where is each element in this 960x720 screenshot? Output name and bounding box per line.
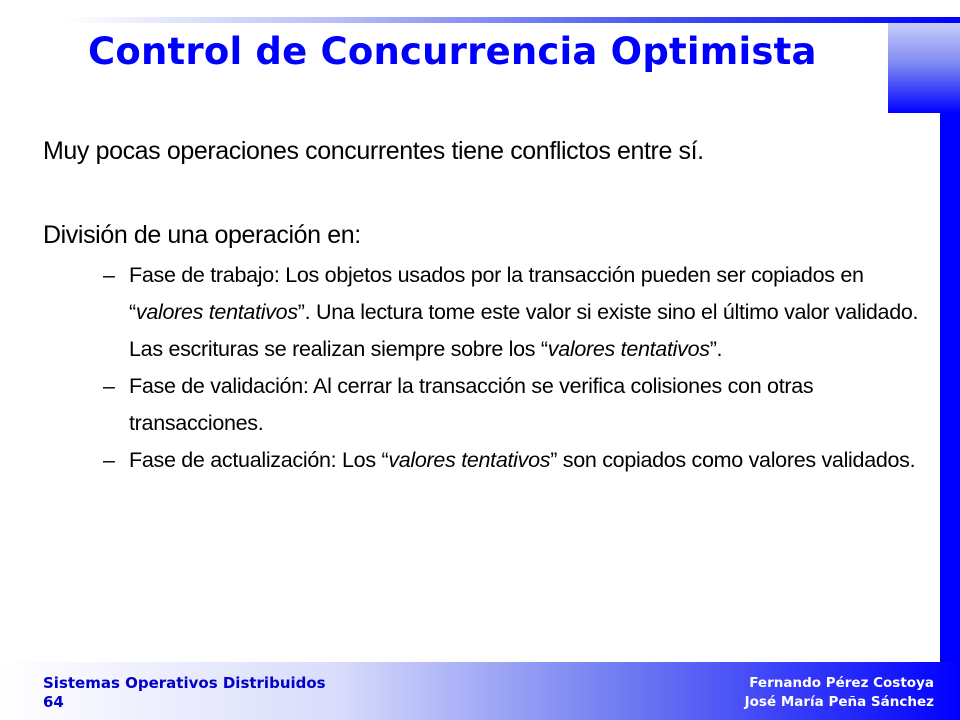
dash-bullet: – bbox=[103, 374, 115, 398]
section-heading: División de una operación en: bbox=[43, 221, 361, 249]
right-accent-bar bbox=[940, 113, 960, 720]
author-name: José María Peña Sánchez bbox=[744, 694, 934, 710]
slide-title: Control de Concurrencia Optimista bbox=[88, 30, 817, 73]
footer-course bbox=[43, 674, 326, 712]
list-item-fase-validacion bbox=[43, 368, 934, 442]
phase-list bbox=[43, 257, 938, 479]
top-gradient-bar bbox=[65, 17, 960, 23]
item-text: ”. bbox=[709, 337, 723, 361]
course-name: Sistemas Operativos Distribuidos bbox=[43, 674, 326, 692]
dash-bullet: – bbox=[103, 448, 115, 472]
item-text: ”. Una lectura tome este valor si existe sino el último valor validado. Las escrituras se realizan siempre sobre los “ bbox=[129, 300, 919, 361]
corner-gradient-block bbox=[888, 23, 960, 113]
page-number: 64 bbox=[43, 693, 64, 711]
intro-text: Muy pocas operaciones concurrentes tiene conflictos entre sí. bbox=[43, 137, 704, 165]
item-text: Fase de validación: Al cerrar la transacción se verifica colisiones con otras transacciones. bbox=[129, 374, 814, 435]
item-emphasis: valores tentativos bbox=[135, 300, 298, 324]
list-item-fase-actualizacion bbox=[43, 442, 934, 479]
item-text: ” son copiados como valores validados. bbox=[550, 448, 916, 472]
author-name: Fernando Pérez Costoya bbox=[749, 675, 934, 691]
item-emphasis: valores tentativos bbox=[388, 448, 551, 472]
item-text: Fase de trabajo: Los objetos usados por la transacción pueden ser copiados en “ bbox=[129, 263, 864, 324]
footer-authors bbox=[745, 674, 934, 712]
list-item-fase-trabajo bbox=[43, 257, 934, 368]
dash-bullet: – bbox=[103, 263, 115, 287]
slide-body bbox=[43, 133, 938, 479]
item-emphasis: valores tentativos bbox=[547, 337, 710, 361]
item-text: Fase de actualización: Los “ bbox=[129, 448, 389, 472]
